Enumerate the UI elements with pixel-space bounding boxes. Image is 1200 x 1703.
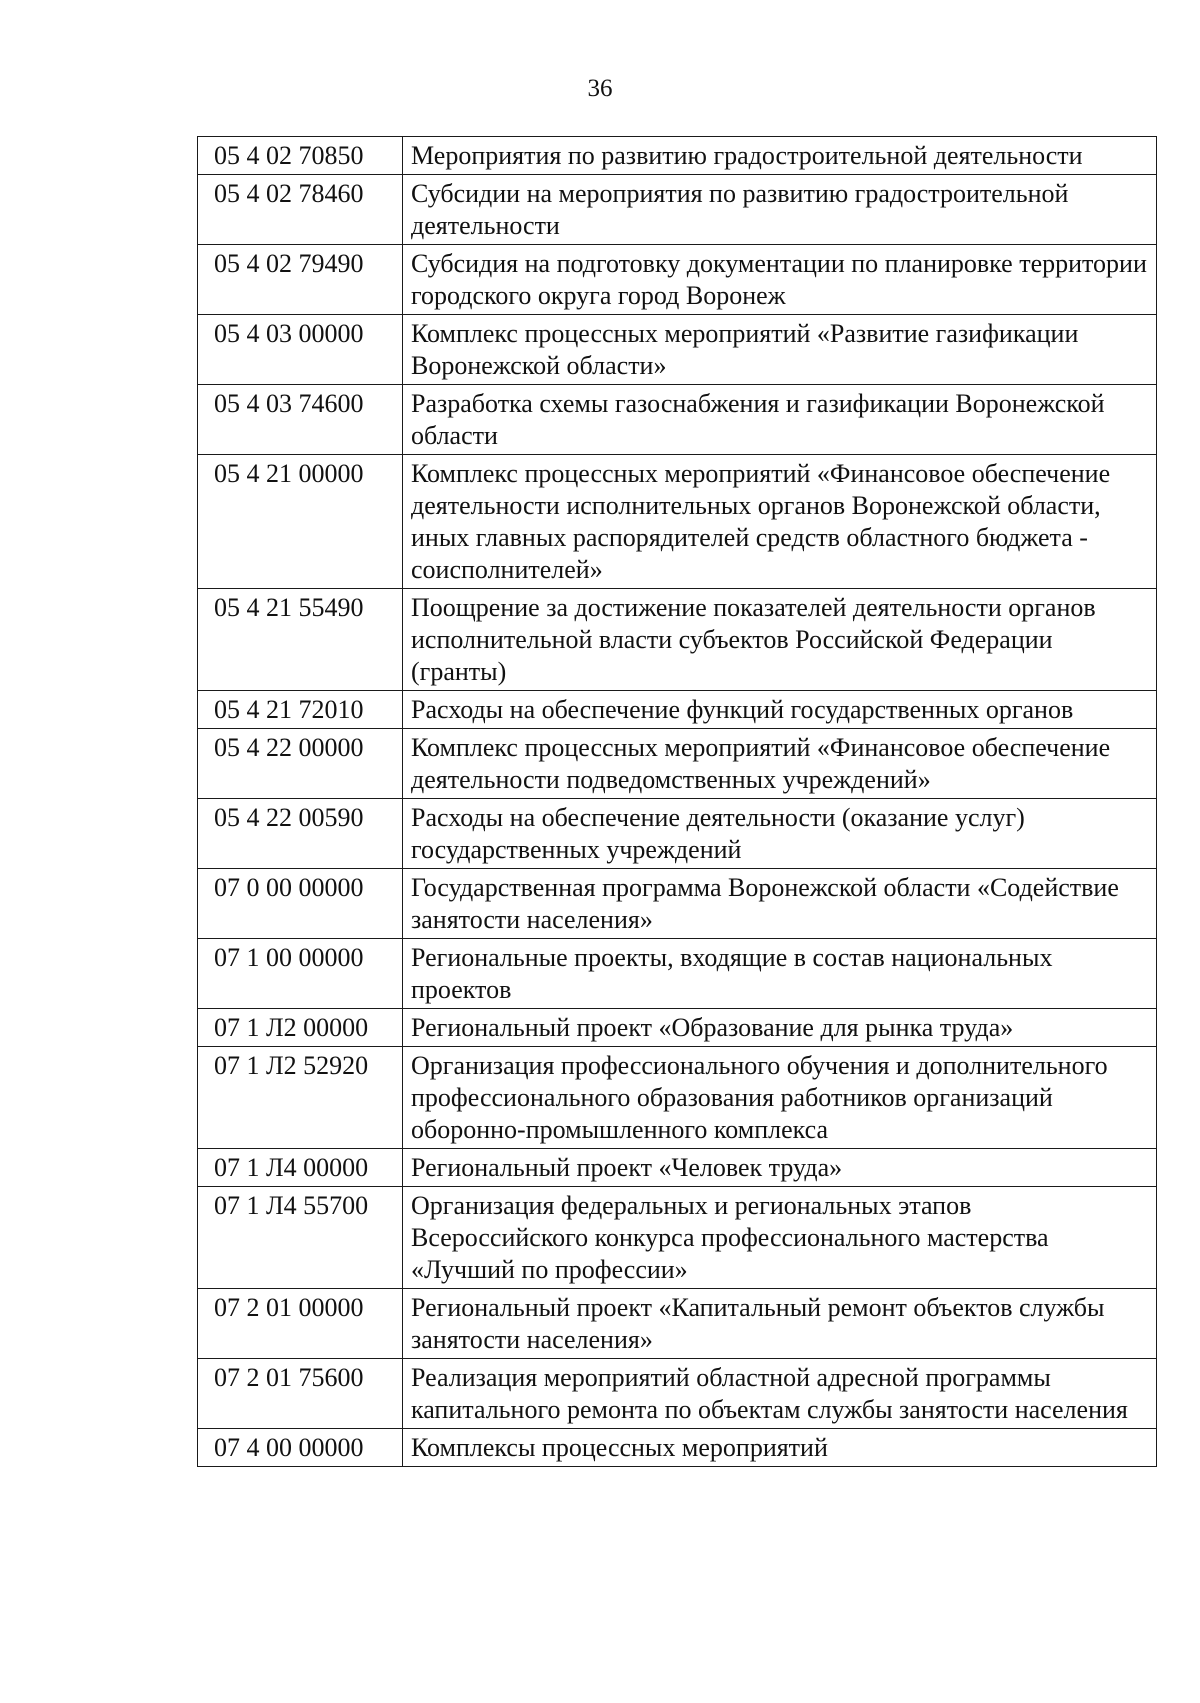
page-number: 36 — [587, 75, 613, 102]
table-row — [198, 939, 1157, 1009]
row-description: Организация профессионального обучения и дополнительного профессионального образования работников организаций оборонно-промышленного комплекса — [403, 1047, 1157, 1149]
row-code: 05 4 22 00000 — [198, 729, 403, 799]
row-code: 05 4 02 78460 — [198, 175, 403, 245]
row-description: Разработка схемы газоснабжения и газификации Воронежской области — [403, 385, 1157, 455]
table-row — [198, 385, 1157, 455]
row-description: Комплексы процессных мероприятий — [403, 1429, 1157, 1467]
table-row — [198, 1359, 1157, 1429]
table-row — [198, 245, 1157, 315]
row-code: 05 4 03 00000 — [198, 315, 403, 385]
row-description: Организация федеральных и региональных этапов Всероссийского конкурса профессионального мастерства «Лучший по профессии» — [403, 1187, 1157, 1289]
row-description: Комплекс процессных мероприятий «Финансовое обеспечение деятельности подведомственных учреждений» — [403, 729, 1157, 799]
row-code: 05 4 21 00000 — [198, 455, 403, 589]
table-row — [198, 729, 1157, 799]
row-code: 05 4 22 00590 — [198, 799, 403, 869]
row-code: 07 2 01 00000 — [198, 1289, 403, 1359]
row-code: 05 4 03 74600 — [198, 385, 403, 455]
table-row — [198, 589, 1157, 691]
row-description: Комплекс процессных мероприятий «Финансовое обеспечение деятельности исполнительных органов Воронежской области, иных главных распорядителей средств областного бюджета - соисполнителей» — [403, 455, 1157, 589]
row-code: 05 4 21 55490 — [198, 589, 403, 691]
row-description: Региональный проект «Образование для рынка труда» — [403, 1009, 1157, 1047]
row-description: Субсидии на мероприятия по развитию градостроительной деятельности — [403, 175, 1157, 245]
row-code: 07 2 01 75600 — [198, 1359, 403, 1429]
row-description: Региональный проект «Капитальный ремонт объектов службы занятости населения» — [403, 1289, 1157, 1359]
table-row — [198, 1429, 1157, 1467]
row-code: 05 4 21 72010 — [198, 691, 403, 729]
row-description: Мероприятия по развитию градостроительной деятельности — [403, 137, 1157, 175]
row-code: 07 1 Л4 00000 — [198, 1149, 403, 1187]
table-row — [198, 137, 1157, 175]
row-code: 05 4 02 70850 — [198, 137, 403, 175]
row-description: Комплекс процессных мероприятий «Развитие газификации Воронежской области» — [403, 315, 1157, 385]
row-description: Региональные проекты, входящие в состав национальных проектов — [403, 939, 1157, 1009]
row-code: 05 4 02 79490 — [198, 245, 403, 315]
budget-code-table — [197, 136, 1157, 1467]
row-description: Реализация мероприятий областной адресной программы капитального ремонта по объектам службы занятости населения — [403, 1359, 1157, 1429]
row-code: 07 1 Л2 52920 — [198, 1047, 403, 1149]
table-body — [198, 137, 1157, 1467]
table-row — [198, 869, 1157, 939]
table-row — [198, 691, 1157, 729]
table-row — [198, 1009, 1157, 1047]
table-row — [198, 1047, 1157, 1149]
row-description: Региональный проект «Человек труда» — [403, 1149, 1157, 1187]
row-description: Расходы на обеспечение деятельности (оказание услуг) государственных учреждений — [403, 799, 1157, 869]
table-row — [198, 315, 1157, 385]
row-description: Государственная программа Воронежской области «Содействие занятости населения» — [403, 869, 1157, 939]
row-code: 07 0 00 00000 — [198, 869, 403, 939]
row-code: 07 1 00 00000 — [198, 939, 403, 1009]
row-code: 07 1 Л4 55700 — [198, 1187, 403, 1289]
table-row — [198, 1149, 1157, 1187]
row-code: 07 4 00 00000 — [198, 1429, 403, 1467]
row-code: 07 1 Л2 00000 — [198, 1009, 403, 1047]
table-row — [198, 1187, 1157, 1289]
table-row — [198, 175, 1157, 245]
table-row — [198, 799, 1157, 869]
table-row — [198, 1289, 1157, 1359]
table-row — [198, 455, 1157, 589]
row-description: Субсидия на подготовку документации по планировке территории городского округа город Воронеж — [403, 245, 1157, 315]
row-description: Расходы на обеспечение функций государственных органов — [403, 691, 1157, 729]
row-description: Поощрение за достижение показателей деятельности органов исполнительной власти субъектов Российской Федерации (гранты) — [403, 589, 1157, 691]
